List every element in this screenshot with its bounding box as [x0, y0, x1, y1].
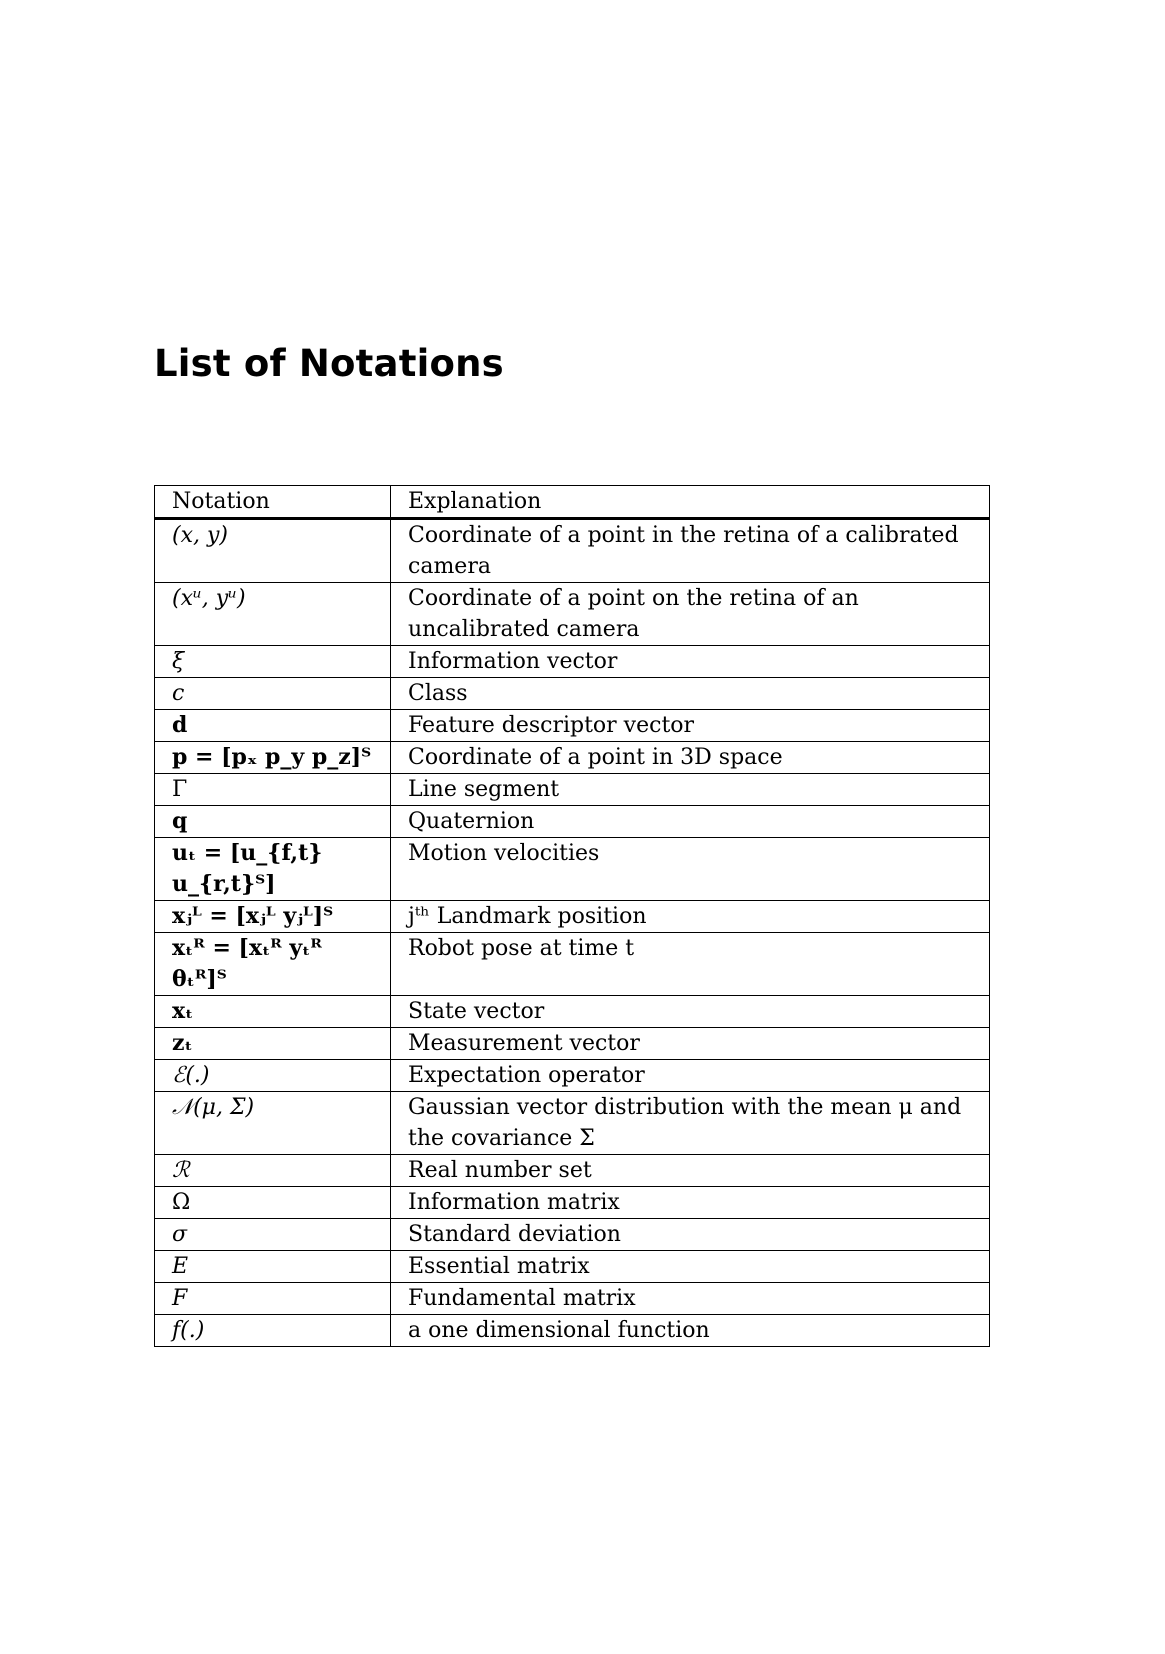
notation-table — [154, 485, 990, 1347]
table-row — [155, 519, 990, 583]
notation-symbol: (xᵘ, yᵘ) — [172, 586, 246, 611]
table-row — [155, 933, 990, 996]
notation-cell — [155, 742, 391, 774]
explanation-cell: Coordinate of a point in the retina of a calibrated camera — [391, 519, 990, 583]
table-row — [155, 1251, 990, 1283]
notation-symbol: c — [172, 681, 185, 706]
notation-cell — [155, 996, 391, 1028]
table-row — [155, 1060, 990, 1092]
explanation-cell: Standard deviation — [391, 1219, 990, 1251]
explanation-cell: Essential matrix — [391, 1251, 990, 1283]
explanation-cell: State vector — [391, 996, 990, 1028]
notation-cell — [155, 1028, 391, 1060]
explanation-cell: jᵗʰ Landmark position — [391, 901, 990, 933]
notation-symbol: uₜ = [u_{f,t} u_{r,t}ᵀ] — [172, 840, 323, 897]
notation-cell — [155, 1251, 391, 1283]
notation-symbol: ξ — [172, 649, 185, 674]
table-row — [155, 838, 990, 901]
notation-cell — [155, 1219, 391, 1251]
notation-symbol: xₜ — [172, 998, 194, 1024]
explanation-cell: Quaternion — [391, 806, 990, 838]
notation-symbol: Γ — [172, 777, 188, 802]
table-row — [155, 774, 990, 806]
explanation-cell: Information matrix — [391, 1187, 990, 1219]
explanation-cell: Fundamental matrix — [391, 1283, 990, 1315]
notation-symbol: d — [172, 712, 188, 738]
notation-symbol: p = [pₓ p_y p_z]ᵀ — [172, 744, 372, 770]
notation-symbol: Ω — [172, 1190, 191, 1215]
notation-cell — [155, 1187, 391, 1219]
table-header-row — [155, 486, 990, 519]
explanation-cell: Motion velocities — [391, 838, 990, 901]
notation-cell — [155, 774, 391, 806]
notation-symbol: ℛ — [172, 1158, 190, 1183]
notation-symbol: q — [172, 808, 188, 834]
notation-symbol: ℰ(.) — [172, 1063, 210, 1088]
notation-cell — [155, 1283, 391, 1315]
table-row — [155, 901, 990, 933]
notation-symbol: zₜ — [172, 1030, 193, 1056]
table-row — [155, 678, 990, 710]
notation-cell — [155, 678, 391, 710]
notation-cell — [155, 1060, 391, 1092]
table-row — [155, 996, 990, 1028]
notation-cell — [155, 901, 391, 933]
table-row — [155, 583, 990, 646]
explanation-cell: Gaussian vector distribution with the mean μ and the covariance Σ — [391, 1092, 990, 1155]
notation-cell — [155, 583, 391, 646]
notation-symbol: E — [172, 1254, 189, 1279]
notation-cell — [155, 1315, 391, 1347]
notation-cell — [155, 646, 391, 678]
table-row — [155, 1187, 990, 1219]
explanation-cell: Real number set — [391, 1155, 990, 1187]
explanation-cell: Feature descriptor vector — [391, 710, 990, 742]
table-row — [155, 1315, 990, 1347]
table-row — [155, 1092, 990, 1155]
table-row — [155, 646, 990, 678]
header-notation: Notation — [155, 486, 391, 519]
explanation-cell: Class — [391, 678, 990, 710]
table-row — [155, 710, 990, 742]
table-row — [155, 742, 990, 774]
notation-cell — [155, 519, 391, 583]
header-explanation: Explanation — [391, 486, 990, 519]
table-row — [155, 1283, 990, 1315]
table-row — [155, 1028, 990, 1060]
explanation-cell: Expectation operator — [391, 1060, 990, 1092]
table-row — [155, 1155, 990, 1187]
page-title: List of Notations — [154, 342, 504, 385]
explanation-cell: Coordinate of a point in 3D space — [391, 742, 990, 774]
notation-symbol: 𝒩(μ, Σ) — [172, 1095, 255, 1120]
explanation-cell: Information vector — [391, 646, 990, 678]
notation-symbol: F — [172, 1286, 188, 1311]
table-row — [155, 806, 990, 838]
explanation-cell: a one dimensional function — [391, 1315, 990, 1347]
notation-symbol: (x, y) — [172, 523, 228, 548]
notation-cell — [155, 710, 391, 742]
explanation-cell: Robot pose at time t — [391, 933, 990, 996]
notation-cell — [155, 1092, 391, 1155]
explanation-cell: Line segment — [391, 774, 990, 806]
notation-cell — [155, 806, 391, 838]
explanation-cell: Coordinate of a point on the retina of an uncalibrated camera — [391, 583, 990, 646]
notation-symbol: xⱼᴸ = [xⱼᴸ yⱼᴸ]ᵀ — [172, 903, 334, 929]
notation-cell — [155, 1155, 391, 1187]
notation-cell — [155, 838, 391, 901]
notation-symbol: f(.) — [172, 1318, 205, 1343]
table-row — [155, 1219, 990, 1251]
notation-cell — [155, 933, 391, 996]
explanation-cell: Measurement vector — [391, 1028, 990, 1060]
notation-symbol: σ — [172, 1222, 188, 1247]
table-body — [155, 519, 990, 1347]
notation-symbol: xₜᴿ = [xₜᴿ yₜᴿ θₜᴿ]ᵀ — [172, 935, 322, 992]
